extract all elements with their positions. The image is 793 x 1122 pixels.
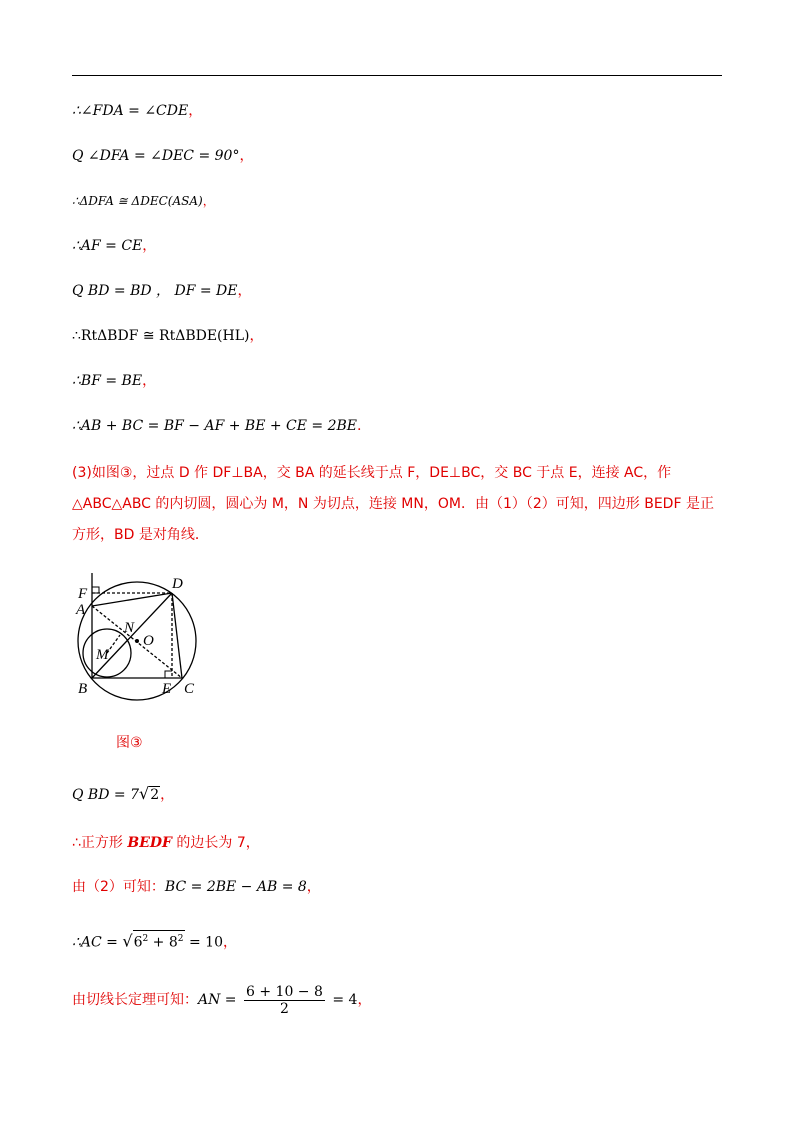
label-e: E <box>162 681 172 697</box>
proof-line-8: ∴AB + BC = BF − AF + BE + CE = 2BE. <box>72 418 362 434</box>
proof-line-4: ∴AF = CE， <box>72 238 157 254</box>
proof-line-2: Q ∠DFA = ∠DEC = 90°， <box>72 148 254 164</box>
proof-line-3: ∴ΔDFA ≅ ΔDEC(ASA)， <box>72 194 215 208</box>
part3-paragraph: (3)如图③，过点 D 作 DF⊥BA，交 BA 的延长线于点 F，DE⊥BC，交 BC 于点 E，连接 AC，作△ABC△ABC 的内切圆，圆心为 M，N 为切点，连接 MN，OM．由（1）（2）可知，四边形 BEDF 是正方形，BD 是对角线． <box>72 465 714 543</box>
segment-ad <box>92 593 172 606</box>
an-line: 由切线长定理可知：AN = $\frac{6 + 10 - 8}{2}$ = 4， <box>72 983 372 1017</box>
center-o <box>135 639 139 643</box>
figure-caption: 图③ <box>116 735 143 751</box>
proof-line-7: ∴BF = BE， <box>72 373 157 389</box>
label-a: A <box>76 602 86 618</box>
header-rule <box>72 75 722 76</box>
label-o: O <box>143 633 154 649</box>
label-n: N <box>124 620 135 636</box>
segment-dc <box>172 593 182 678</box>
proof-line-5: Q BD = BD ， DF = DE， <box>72 283 252 299</box>
bd-line: Q BD = 7√2， <box>72 784 175 803</box>
label-b: B <box>78 681 88 697</box>
label-f-top: F <box>78 586 88 602</box>
side-line: ∴正方形 BEDF 的边长为 7， <box>72 835 260 851</box>
label-c: C <box>184 681 195 697</box>
label-d: D <box>172 576 183 592</box>
ac-line: ∴AC = $√6^2 + 8^2 = 10$， <box>72 931 237 951</box>
geometry-figure-3 <box>72 568 212 708</box>
label-m: M <box>96 647 109 663</box>
right-angle-e <box>165 671 172 678</box>
proof-line-1: ∴∠FDA = ∠CDE， <box>72 103 203 119</box>
right-angle-f <box>92 587 99 593</box>
bc-line: 由（2）可知：BC = 2BE − AB = 8， <box>72 879 321 895</box>
proof-line-6: ∴RtΔBDF ≅ RtΔBDE(HL)， <box>72 328 264 344</box>
